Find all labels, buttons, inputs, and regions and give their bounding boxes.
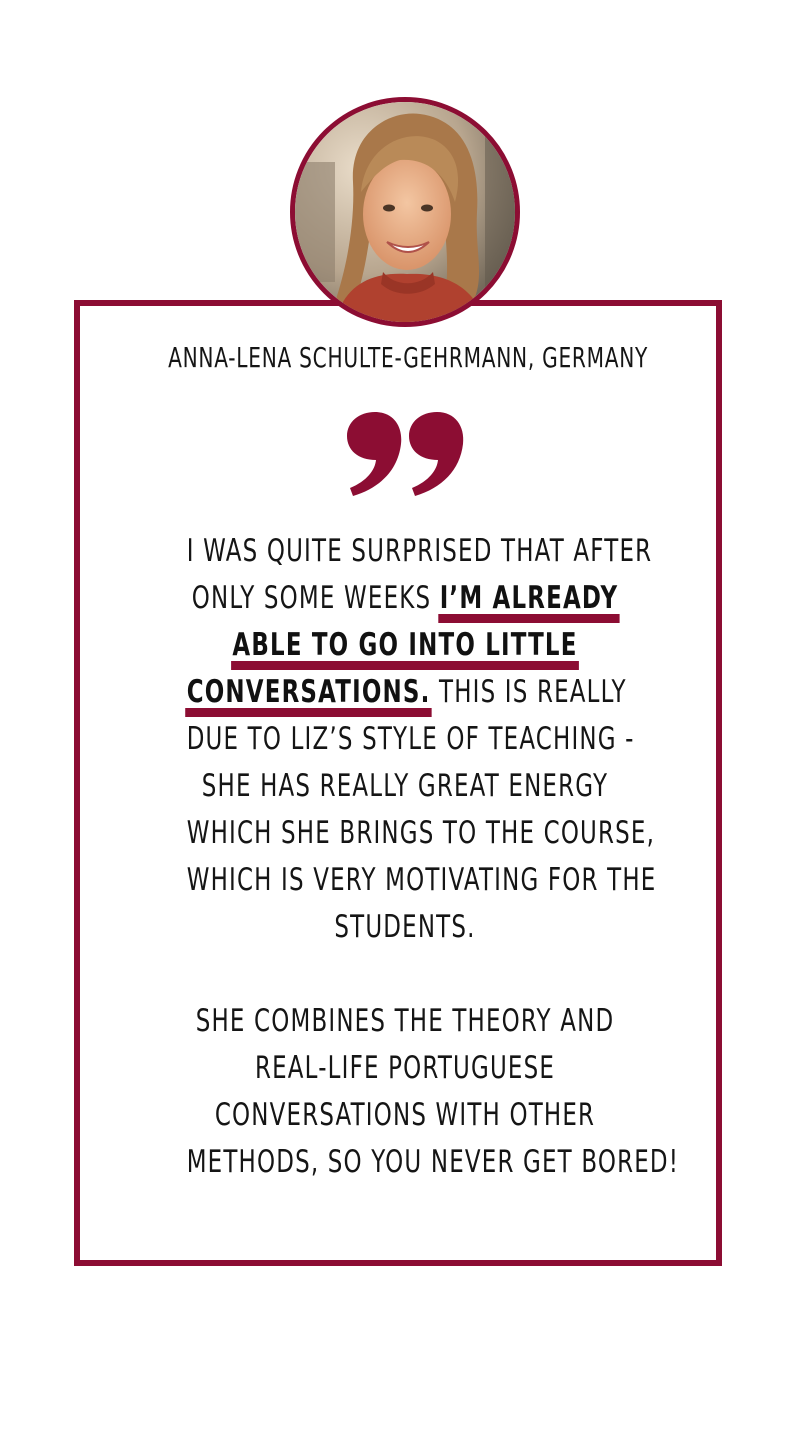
highlighted-text: I’M ALREADY [440,575,619,622]
quote-text: ONLY SOME WEEKS [191,580,440,616]
quote-line: DUE TO LIZ’S STYLE OF TEACHING - [186,721,635,757]
quote-line [186,669,627,716]
quote-line: WHICH IS VERY MOTIVATING FOR THE [186,862,657,898]
quote-text: THIS IS REALLY [430,674,627,710]
highlighted-text: CONVERSATIONS. [187,669,431,716]
quote-line: SHE COMBINES THE THEORY AND [195,1003,615,1039]
quote-line: I WAS QUITE SURPRISED THAT AFTER [186,533,653,569]
quote-line: WHICH SHE BRINGS TO THE COURSE, [186,815,656,851]
highlighted-text: ABLE TO GO INTO LITTLE [232,622,577,669]
quote-line: METHODS, SO YOU NEVER GET BORED! [186,1144,680,1180]
quote-line: REAL-LIFE PORTUGUESE [254,1050,556,1086]
quote-line: SHE HAS REALLY GREAT ENERGY [201,768,609,804]
quote-paragraph-2 [186,998,680,1186]
author-name: ANNA-LENA SCHULTE-GEHRMANN, GERMANY [168,341,649,374]
quote-line: STUDENTS. [334,909,476,945]
testimonial-body [110,528,700,1186]
closing-quote-icon [345,412,465,496]
quote-paragraph-1 [186,528,657,951]
avatar-portrait-icon [295,102,515,322]
quote-line: CONVERSATIONS WITH OTHER [214,1097,596,1133]
quote-line [187,622,624,669]
author-photo [290,97,520,327]
quote-line [187,575,624,622]
